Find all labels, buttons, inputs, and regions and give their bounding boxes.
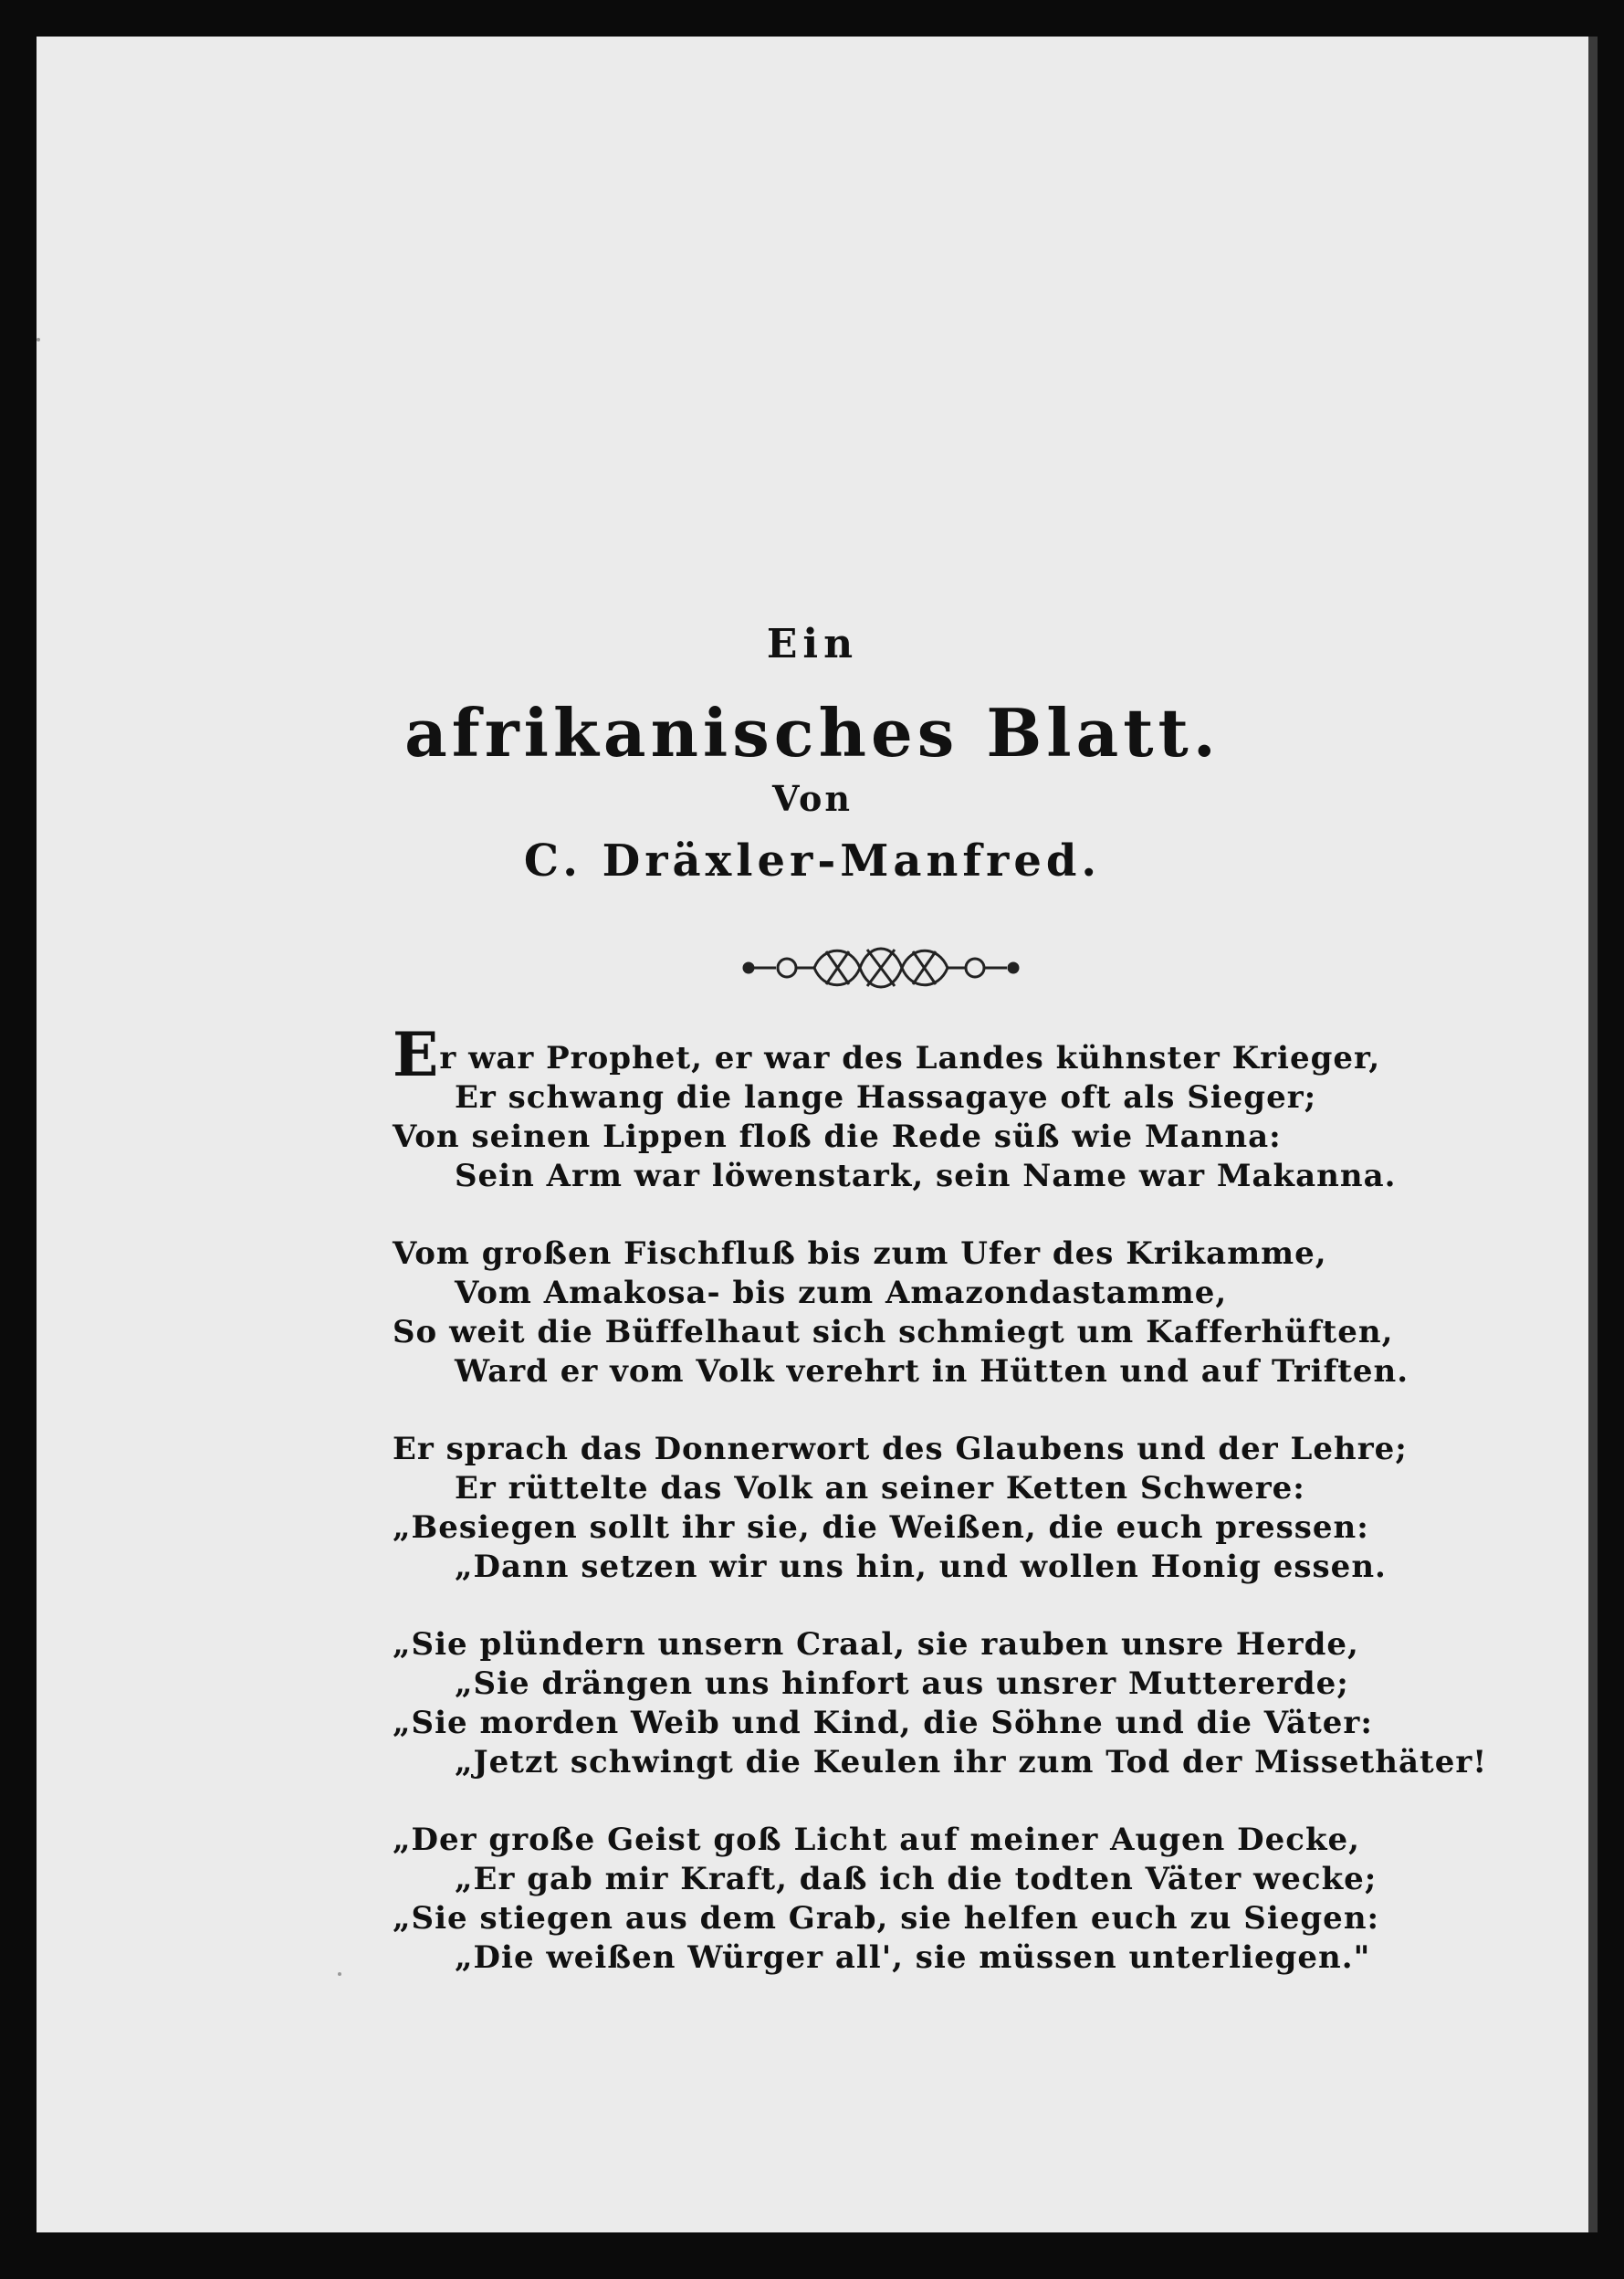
stanza-1 (393, 1019, 1470, 1196)
author-name: C. Dräxler-Manfred. (523, 835, 1102, 887)
stanza-4 (393, 1625, 1488, 1782)
poem-line-text: r war Prophet, er war des Landes kühnster Krieger, (439, 1040, 1381, 1076)
page-title: afrikanisches Blatt. (404, 694, 1221, 772)
byline-von: Von (772, 778, 853, 819)
page-edge-shadow (1588, 37, 1598, 2232)
drop-initial: E (393, 1019, 440, 1090)
poem-line: Von seinen Lippen floß die Rede süß wie Manna: (393, 1118, 1282, 1155)
paper-speck (37, 338, 40, 341)
stanza-3 (393, 1430, 1470, 1587)
poem-line: Er sprach das Donnerwort des Glaubens und der Lehre; (393, 1431, 1408, 1467)
poem-line: „Sie drängen uns hinfort aus unsrer Muttererde; (455, 1665, 1349, 1702)
stanza-5 (393, 1821, 1470, 1978)
poem-line: „Sie stiegen aus dem Grab, sie helfen euch zu Siegen: (393, 1900, 1380, 1937)
poem-line: Ward er vom Volk verehrt in Hütten und auf Triften. (455, 1353, 1409, 1390)
poem-line: „Besiegen sollt ihr sie, die Weißen, die euch pressen: (393, 1509, 1369, 1546)
poem-line: Sein Arm war löwenstark, sein Name war Makanna. (455, 1158, 1397, 1194)
poem-line: „Dann setzen wir uns hin, und wollen Honig essen. (455, 1549, 1387, 1585)
stanza-2 (393, 1234, 1470, 1392)
poem-line: „Er gab mir Kraft, daß ich die todten Väter wecke; (455, 1861, 1378, 1897)
poem-line: Er rüttelte das Volk an seiner Ketten Schwere: (455, 1470, 1305, 1507)
poem-line: So weit die Büffelhaut sich schmiegt um Kafferhüften, (393, 1314, 1394, 1350)
poem-line (393, 1019, 1470, 1090)
poem (393, 1019, 1488, 2016)
poem-line: Vom Amakosa- bis zum Amazondastamme, (455, 1275, 1228, 1311)
poem-line: „Der große Geist goß Licht auf meiner Augen Decke, (393, 1822, 1361, 1858)
poem-line: „Sie morden Weib und Kind, die Söhne und die Väter: (393, 1705, 1373, 1741)
book-page (37, 37, 1588, 2232)
decorative-flourish-icon (739, 931, 1022, 1004)
poem-line: Vom großen Fischfluß bis zum Ufer des Krikamme, (393, 1235, 1327, 1272)
poem-line: „Die weißen Würger all', sie müssen unterliegen." (455, 1939, 1371, 1976)
poem-line: Er schwang die lange Hassagaye oft als Sieger; (455, 1079, 1317, 1116)
title-line-ein: Ein (766, 621, 859, 667)
paper-speck (338, 1972, 341, 1976)
poem-line: „Jetzt schwingt die Keulen ihr zum Tod der Missethäter! (455, 1744, 1488, 1780)
poem-line: „Sie plündern unsern Craal, sie rauben unsre Herde, (393, 1626, 1359, 1663)
